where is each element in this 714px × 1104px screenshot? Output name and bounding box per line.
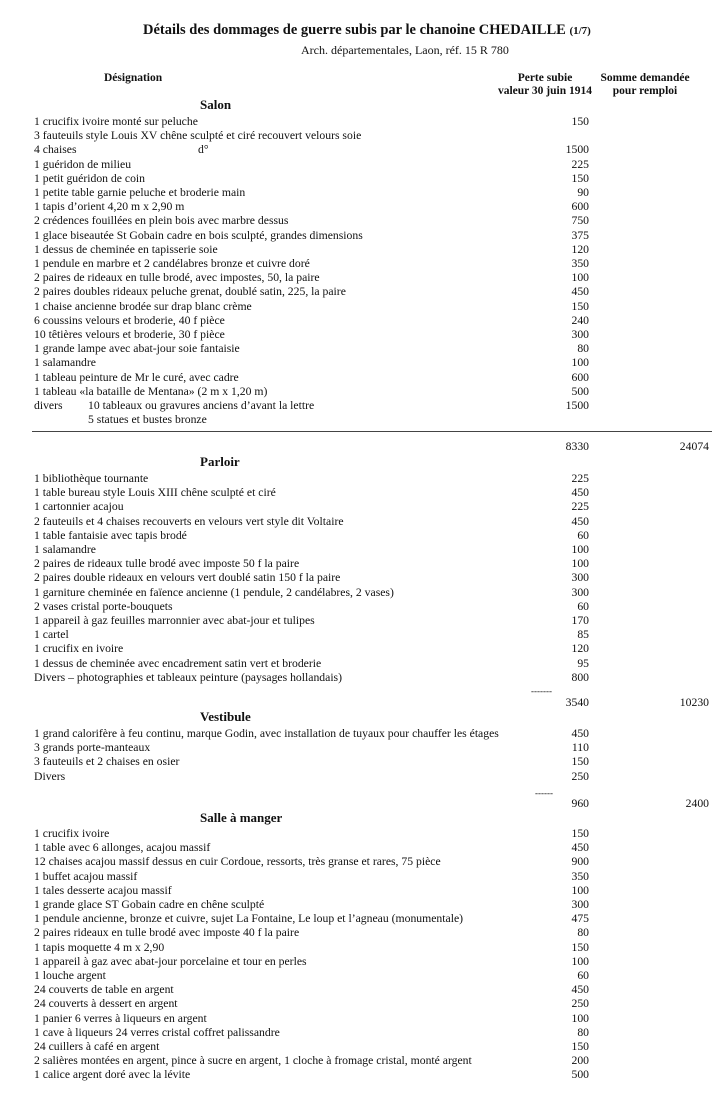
table-row <box>34 955 714 969</box>
header-designation: Désignation <box>104 72 163 84</box>
item-label: 1 crucifix ivoire <box>34 827 110 840</box>
table-row <box>34 941 714 955</box>
item-value: 120 <box>571 242 589 256</box>
table-row <box>34 399 714 413</box>
item-label: 1 grand calorifère à feu continu, marque Godin, avec installation de tuyaux pour chauffer les étages <box>34 727 499 740</box>
table-row <box>34 827 714 841</box>
table-row <box>34 300 714 314</box>
item-label: 2 crédences fouillées en plein bois avec marbre dessus <box>34 214 289 228</box>
item-label: 1 dessus de cheminée en tapisserie soie <box>34 242 218 256</box>
item-label: 1 tales desserte acajou massif <box>34 883 172 897</box>
item-label: 24 couverts de table en argent <box>34 983 174 997</box>
section-heading: Salle à manger <box>200 810 283 825</box>
item-value: 170 <box>571 614 589 627</box>
table-row <box>34 571 714 585</box>
item-label: 2 paires de rideaux tulle brodé avec imposte 50 f la paire <box>34 557 300 571</box>
item-value: 150 <box>571 171 589 185</box>
table-row <box>34 1040 714 1054</box>
table-row <box>34 727 714 741</box>
section-remploi: 2400 <box>685 797 709 810</box>
table-row <box>34 983 714 997</box>
table-row <box>34 200 714 214</box>
item-value: 1500 <box>565 399 589 412</box>
item-value: 225 <box>571 500 589 514</box>
item-value: 600 <box>571 200 589 214</box>
item-label: 1 calice argent doré avec la lévite <box>34 1068 191 1082</box>
item-label: 4 chaises <box>34 143 77 157</box>
item-label: divers <box>34 399 63 412</box>
item-label: 1 table avec 6 allonges, acajou massif <box>34 841 211 855</box>
item-label: 12 chaises acajou massif dessus en cuir Cordoue, ressorts, très granse et rares, 75 pièce <box>34 855 441 869</box>
header-somme-line1: Somme demandée <box>600 72 690 84</box>
table-row <box>34 586 714 600</box>
item-label: 2 vases cristal porte-bouquets <box>34 599 173 613</box>
item-value: 240 <box>571 313 589 327</box>
item-value: 600 <box>571 370 589 384</box>
item-value: 60 <box>577 528 589 542</box>
item-value: 450 <box>571 841 589 855</box>
item-label: 1 appareil à gaz feuilles marronnier avec abat-jour et tulipes <box>34 614 315 627</box>
table-row <box>34 1026 714 1040</box>
item-label: 1 pendule ancienne, bronze et cuivre, sujet La Fontaine, Le loup et l’agneau (monumentale) <box>34 912 464 926</box>
table-row <box>34 172 714 186</box>
section-remploi: 24074 <box>679 440 709 453</box>
item-detail: 5 statues et bustes bronze <box>88 413 207 427</box>
table-row <box>34 158 714 172</box>
table-row <box>34 841 714 855</box>
item-value: 150 <box>571 827 589 840</box>
item-label: 24 cuillers à café en argent <box>34 1040 160 1053</box>
item-value: 95 <box>577 656 589 670</box>
item-label: 2 paires rideaux en tulle brodé avec imposte 40 f la paire <box>34 926 300 940</box>
table-row <box>34 186 714 200</box>
table-row <box>34 115 714 129</box>
item-label: 1 crucifix en ivoire <box>34 642 124 656</box>
ditto-mark: d° <box>198 143 209 157</box>
table-row <box>34 143 714 157</box>
item-value: 200 <box>571 1054 589 1068</box>
table-row <box>34 385 714 399</box>
table-row <box>34 1012 714 1026</box>
table-row <box>34 413 714 427</box>
item-value: 1500 <box>565 143 589 157</box>
subtotal-dashes: ------- <box>531 686 552 696</box>
item-label: 1 garniture cheminée en faïence ancienne (1 pendule, 2 candélabres, 2 vases) <box>34 585 394 599</box>
section-heading: Parloir <box>200 454 240 469</box>
item-value: 100 <box>571 271 589 285</box>
table-row <box>34 371 714 385</box>
item-value: 250 <box>571 769 589 783</box>
item-value: 100 <box>571 883 589 897</box>
item-value: 100 <box>571 954 589 968</box>
table-row <box>34 229 714 243</box>
table-row <box>34 912 714 926</box>
item-label: 24 couverts à dessert en argent <box>34 997 178 1011</box>
item-label: 3 fauteuils style Louis XV chêne sculpté et ciré recouvert velours soie <box>34 129 362 143</box>
section-heading: Vestibule <box>200 709 251 724</box>
table-row <box>34 285 714 299</box>
item-label: 3 fauteuils et 2 chaises en osier <box>34 755 180 769</box>
table-row <box>34 243 714 257</box>
item-value: 110 <box>571 741 589 755</box>
item-value: 80 <box>577 1025 589 1039</box>
item-value: 80 <box>577 926 589 940</box>
item-value: 300 <box>571 898 589 911</box>
table-row <box>34 214 714 228</box>
item-label: 1 tapis moquette 4 m x 2,90 <box>34 940 165 954</box>
item-value: 300 <box>571 571 589 585</box>
table-row <box>34 543 714 557</box>
table-row <box>34 657 714 671</box>
table-row <box>34 472 714 486</box>
item-value: 450 <box>571 285 589 299</box>
item-value: 900 <box>571 855 589 869</box>
table-row <box>34 515 714 529</box>
item-value: 225 <box>571 157 589 171</box>
section-total-row <box>34 797 714 811</box>
header-perte-line1: Perte subie <box>517 72 573 84</box>
item-label: 1 petite table garnie peluche et broderie main <box>34 186 246 199</box>
table-row <box>34 898 714 912</box>
item-label: 1 cartonnier acajou <box>34 500 124 514</box>
table-row <box>34 642 714 656</box>
section-heading: Salon <box>200 97 232 112</box>
item-value: 450 <box>571 486 589 500</box>
item-value: 450 <box>571 983 589 997</box>
item-value: 150 <box>571 299 589 313</box>
item-label: 2 paires double rideaux en velours vert doublé satin 150 f la paire <box>34 571 341 585</box>
item-label: 1 guéridon de milieu <box>34 157 132 171</box>
item-value: 100 <box>571 356 589 370</box>
item-label: 1 cartel <box>34 628 69 642</box>
table-row <box>34 671 714 685</box>
item-value: 80 <box>577 342 589 356</box>
table-row <box>34 356 714 370</box>
item-label: 1 buffet acajou massif <box>34 869 138 883</box>
section-total: 3540 <box>565 696 589 709</box>
item-label: 2 salières montées en argent, pince à sucre en argent, 1 cloche à fromage cristal, monté argent <box>34 1054 472 1068</box>
item-value: 350 <box>571 869 589 883</box>
item-value: 85 <box>577 628 589 642</box>
item-label: Divers – photographies et tableaux peinture (paysages hollandais) <box>34 670 343 684</box>
item-value: 100 <box>571 543 589 556</box>
item-label: 1 panier 6 verres à liqueurs en argent <box>34 1011 207 1025</box>
section-total-row <box>34 696 714 710</box>
table-row <box>34 500 714 514</box>
item-value: 150 <box>571 940 589 954</box>
item-value: 450 <box>571 727 589 740</box>
table-row <box>34 129 714 143</box>
item-value: 100 <box>571 1011 589 1025</box>
table-row <box>34 271 714 285</box>
header-perte-line2: valeur 30 juin 1914 <box>497 85 593 97</box>
item-label: 1 pendule en marbre et 2 candélabres bronze et cuivre doré <box>34 257 310 270</box>
item-value: 475 <box>571 912 589 926</box>
item-value: 60 <box>577 599 589 613</box>
table-row <box>34 600 714 614</box>
item-label: 1 glace biseautée St Gobain cadre en bois sculpté, grandes dimensions <box>34 228 363 242</box>
title-part: (1/7) <box>569 25 591 37</box>
item-label: 1 salamandre <box>34 543 96 556</box>
item-value: 60 <box>577 969 589 982</box>
table-row <box>34 314 714 328</box>
table-row <box>34 870 714 884</box>
item-label: 3 grands porte-manteaux <box>34 741 151 755</box>
item-value: 300 <box>571 585 589 599</box>
table-row <box>34 926 714 940</box>
item-value: 250 <box>571 997 589 1011</box>
table-row <box>34 855 714 869</box>
archive-reference: Arch. départementales, Laon, réf. 15 R 780 <box>301 43 509 57</box>
table-row <box>34 257 714 271</box>
item-value: 350 <box>571 257 589 270</box>
item-value: 800 <box>571 670 589 684</box>
table-row <box>34 486 714 500</box>
item-label: 1 petit guéridon de coin <box>34 171 146 185</box>
item-label: 1 tapis d’orient 4,20 m x 2,90 m <box>34 200 185 214</box>
item-value: 150 <box>571 1040 589 1053</box>
item-detail: 10 tableaux ou gravures anciens d’avant la lettre <box>88 399 315 412</box>
item-label: 2 paires de rideaux en tulle brodé, avec impostes, 50, la paire <box>34 271 320 285</box>
section-total: 8330 <box>565 440 589 453</box>
table-row <box>34 342 714 356</box>
table-row <box>34 741 714 755</box>
item-label: 6 coussins velours et broderie, 40 f pièce <box>34 313 225 327</box>
header-somme-line2: pour remploi <box>612 85 678 97</box>
item-label: 1 bibliothèque tournante <box>34 472 149 485</box>
item-label: 1 crucifix ivoire monté sur peluche <box>34 115 198 128</box>
item-value: 100 <box>571 557 589 571</box>
item-label: Divers <box>34 769 66 783</box>
item-label: 2 fauteuils et 4 chaises recouverts en velours vert style dit Voltaire <box>34 514 344 528</box>
table-row <box>34 884 714 898</box>
section-remploi: 10230 <box>679 696 709 709</box>
section-total: 960 <box>571 797 589 810</box>
item-label: 1 tableau peinture de Mr le curé, avec cadre <box>34 370 239 384</box>
table-row <box>34 328 714 342</box>
table-row <box>34 997 714 1011</box>
item-label: 2 paires doubles rideaux peluche grenat, doublé satin, 225, la paire <box>34 285 346 299</box>
item-value: 150 <box>571 115 589 128</box>
section-total-row <box>34 440 714 454</box>
item-value: 750 <box>571 214 589 228</box>
item-value: 450 <box>571 514 589 528</box>
item-value: 500 <box>571 1068 589 1082</box>
table-row <box>34 1054 714 1068</box>
subtotal-dashes: ------ <box>535 788 553 798</box>
item-value: 500 <box>571 384 589 398</box>
item-label: 1 table bureau style Louis XIII chêne sculpté et ciré <box>34 486 276 500</box>
item-label: 1 tableau «la bataille de Mentana» (2 m x 1,20 m) <box>34 384 268 398</box>
item-label: 1 grande lampe avec abat-jour soie fantaisie <box>34 342 240 356</box>
table-row <box>34 755 714 769</box>
item-label: 10 têtières velours et broderie, 30 f pièce <box>34 328 225 341</box>
table-row <box>34 969 714 983</box>
item-label: 1 grande glace ST Gobain cadre en chêne sculpté <box>34 898 265 911</box>
header-somme <box>590 72 700 98</box>
table-row <box>34 770 714 784</box>
table-row <box>34 628 714 642</box>
item-value: 150 <box>571 755 589 769</box>
item-value: 90 <box>577 186 589 199</box>
item-value: 300 <box>571 328 589 341</box>
item-label: 1 appareil à gaz avec abat-jour porcelaine et tour en perles <box>34 954 307 968</box>
item-label: 1 salamandre <box>34 356 96 370</box>
item-label: 1 chaise ancienne brodée sur drap blanc crème <box>34 299 252 313</box>
table-row <box>34 529 714 543</box>
item-value: 120 <box>571 642 589 656</box>
table-row <box>34 1068 714 1082</box>
title-text: Détails des dommages de guerre subis par le chanoine CHEDAILLE <box>143 22 566 38</box>
table-row <box>34 557 714 571</box>
section-divider <box>32 431 712 432</box>
item-label: 1 louche argent <box>34 969 106 982</box>
item-label: 1 dessus de cheminée avec encadrement satin vert et broderie <box>34 656 322 670</box>
item-label: 1 table fantaisie avec tapis brodé <box>34 528 187 542</box>
table-row <box>34 614 714 628</box>
item-value: 225 <box>571 472 589 485</box>
item-label: 1 cave à liqueurs 24 verres cristal coffret palissandre <box>34 1025 280 1039</box>
item-value: 375 <box>571 228 589 242</box>
